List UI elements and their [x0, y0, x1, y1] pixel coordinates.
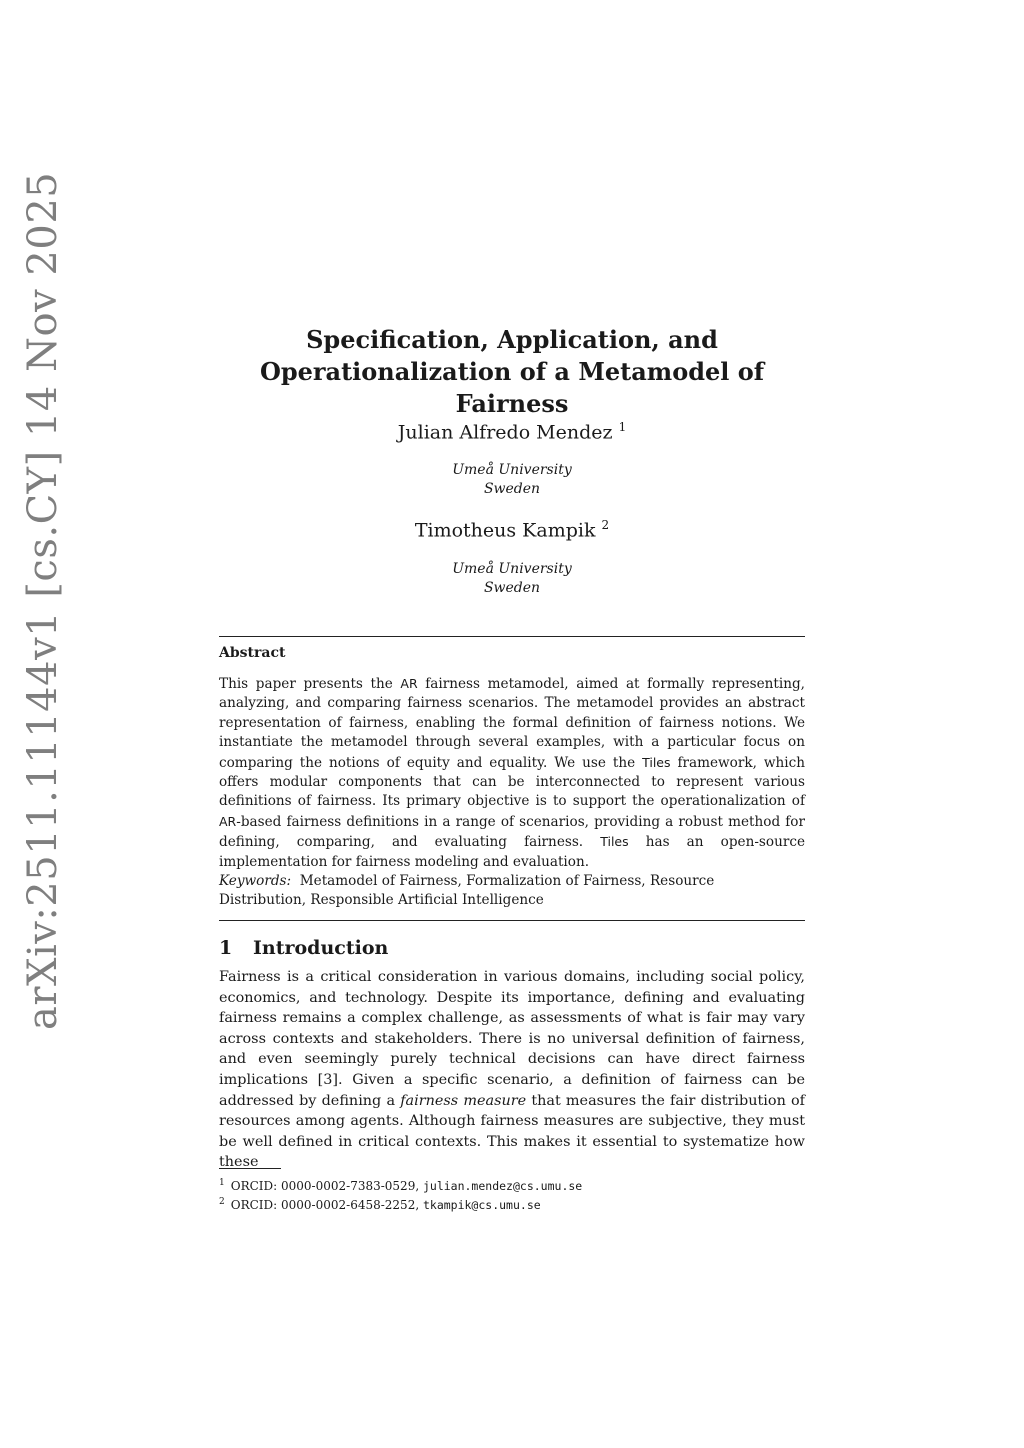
abstract-bottom-rule: [219, 920, 805, 921]
affiliation-country: Sweden: [483, 481, 541, 497]
keywords-label: Keywords:: [219, 873, 292, 889]
ar-term: AR: [219, 813, 237, 829]
footnote-mark: 1: [618, 420, 627, 434]
abstract-heading: Abstract: [219, 645, 286, 661]
footnote-orcid: ORCID: 0000-0002-6458-2252,: [230, 1198, 423, 1212]
author-name: Julian Alfredo Mendez: [397, 421, 613, 444]
tiles-term: Tiles: [642, 754, 671, 770]
footnote-email[interactable]: julian.mendez@cs.umu.se: [422, 1179, 583, 1193]
tiles-term: Tiles: [600, 834, 629, 850]
footnote-1: [219, 1178, 582, 1193]
section-number: 1: [219, 937, 233, 959]
footnote-rule: [219, 1168, 281, 1169]
affiliation-university: Umeå University: [452, 462, 572, 478]
abstract-top-rule: [219, 636, 805, 637]
keywords-text: Metamodel of Fairness, Formalization of Fairness, Resource Distribution, Responsible Artificial Intelligence: [219, 873, 715, 909]
keywords: [219, 872, 805, 911]
title-line-1: Specification, Application, and: [306, 325, 718, 354]
arxiv-identifier: arXiv:2511.11144v1 [cs.CY] 14 Nov 2025: [20, 171, 66, 1030]
section-heading: [219, 937, 388, 959]
section-title: Introduction: [253, 937, 389, 959]
fairness-measure-term: fairness measure: [400, 1092, 527, 1109]
author-2: [219, 518, 805, 541]
title-line-2: Operationalization of a Metamodel of Fairness: [259, 357, 765, 418]
footnote-email[interactable]: tkampik@cs.umu.se: [422, 1198, 541, 1212]
affiliation-university: Umeå University: [452, 561, 572, 577]
paper-title: [219, 324, 805, 420]
ar-term: AR: [400, 676, 418, 691]
affiliation-1: [219, 461, 805, 499]
affiliation-2: [219, 560, 805, 598]
footnote-mark: 2: [601, 518, 610, 532]
abstract-body: This paper presents the AR fairness metamodel, aimed at formally representing, analyzing, and comparing fairness scenarios. The metamodel provides an abstract representation of fairness, enabling the formal definition of fairness notions. We instantiate the metamodel through several examples, with a particular focus on comparing the notions of equity and equality. We use the Tiles framework, which offers modular components that can be interconnected to represent various definitions of fairness. Its primary objective is to support the operationalization of AR-based fairness definitions in a range of scenarios, providing a robust method for defining, comparing, and evaluating fairness. Tiles has an open-source implementation for fairness modeling and evaluation.: [219, 676, 805, 870]
author-name: Timotheus Kampik: [414, 519, 596, 542]
footnote-number: 2: [219, 1197, 225, 1207]
author-1: [219, 420, 805, 443]
footnote-number: 1: [219, 1178, 225, 1188]
footnote-2: [219, 1197, 541, 1212]
footnote-orcid: ORCID: 0000-0002-7383-0529,: [230, 1179, 423, 1193]
affiliation-country: Sweden: [483, 580, 541, 596]
introduction-paragraph: Fairness is a critical consideration in various domains, including social policy, economics, and technology. Despite its importance, defining and evaluating fairness remains a complex challenge, as assessments of what is fair may vary across contexts and stakeholders. There is no universal definition of fairness, and even seemingly purely technical decisions can have direct fairness implications [3]. Given a specific scenario, a definition of fairness can be addressed by defining a fairness measure that measures the fair distribution of resources among agents. Although fairness measures are subjective, they must be well defined in critical contexts. This makes it essential to systematize how these: [219, 969, 806, 1171]
